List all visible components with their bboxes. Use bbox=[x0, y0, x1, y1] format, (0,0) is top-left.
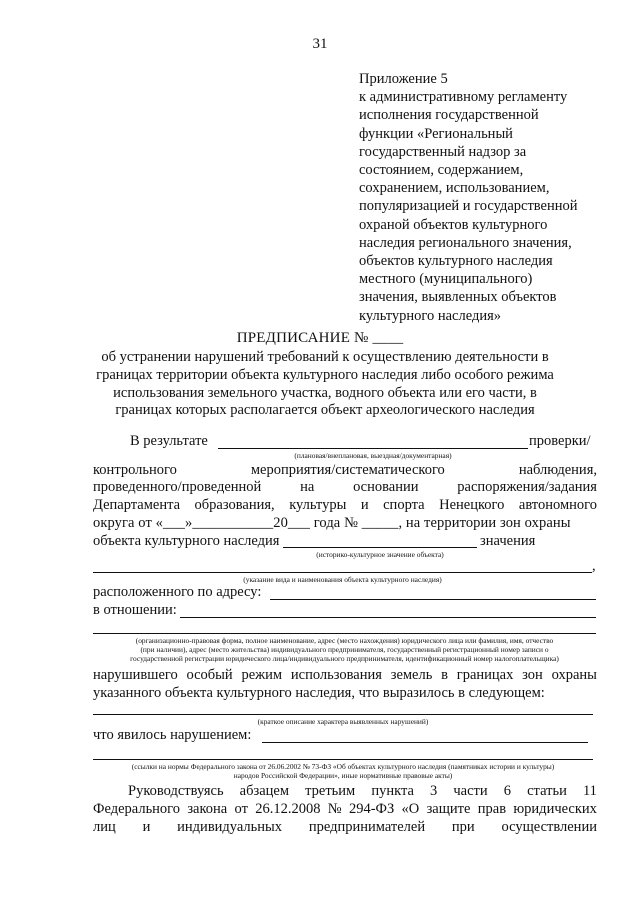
appendix-line: местного (муниципального) bbox=[359, 271, 533, 288]
word: автономного bbox=[518, 497, 597, 513]
word: в bbox=[441, 667, 448, 683]
organization-field[interactable] bbox=[93, 633, 596, 634]
word: Департамента bbox=[93, 497, 181, 513]
word: № bbox=[327, 801, 342, 817]
word: 6 bbox=[503, 783, 512, 799]
hint-check-type: (плановая/внеплановая, выездная/документарная) bbox=[294, 451, 452, 460]
word: прав bbox=[477, 801, 507, 817]
word: пункта bbox=[371, 783, 414, 799]
appendix-line: к административному регламенту bbox=[359, 89, 568, 106]
hint-org-2: (при наличии), адрес (место жительства) индивидуального предпринимателя, государственный регистрационный номер записи о bbox=[140, 645, 549, 654]
word: закона bbox=[187, 801, 228, 817]
significance-field[interactable] bbox=[283, 547, 477, 548]
word: предпринимателей bbox=[308, 819, 426, 835]
appendix-line: состоянием, содержанием, bbox=[359, 162, 524, 179]
word: осуществлении bbox=[501, 819, 597, 835]
regarding-label: в отношении: bbox=[93, 602, 177, 618]
word: нарушившего bbox=[93, 667, 178, 683]
appendix-line: популяризацией и государственной bbox=[359, 198, 578, 215]
appendix-line: сохранением, использованием, bbox=[359, 180, 550, 197]
hint-object: (указание вида и наименования объекта культурного наследия) bbox=[243, 575, 442, 584]
significance-suffix: значения bbox=[480, 533, 536, 549]
word: мероприятия/систематического bbox=[250, 462, 445, 478]
date-number-row[interactable]: округа от «___»___________20___ года № _____, на территории зон охраны bbox=[93, 515, 571, 531]
address-field[interactable] bbox=[270, 599, 596, 600]
word: 11 bbox=[582, 783, 597, 799]
subtitle-line: об устранении нарушений требований к осуществлению деятельности в bbox=[101, 349, 549, 365]
word: распоряжения/задания bbox=[457, 479, 597, 495]
word: защите bbox=[426, 801, 471, 817]
word: зон bbox=[522, 667, 543, 683]
violation-description-field[interactable] bbox=[93, 714, 593, 715]
appendix-line: государственный надзор за bbox=[359, 143, 527, 160]
word: Ненецкого bbox=[439, 497, 505, 513]
word: особый bbox=[186, 667, 233, 683]
appendix-line: наследия регионального значения, bbox=[359, 234, 572, 251]
subtitle-line: границах которых располагается объект археологического наследия bbox=[115, 402, 535, 419]
word: индивидуальных bbox=[177, 819, 283, 835]
guided-row-1 bbox=[128, 783, 597, 800]
word: и bbox=[142, 819, 151, 835]
word: статьи bbox=[527, 783, 567, 799]
word: 26.12.2008 bbox=[255, 801, 321, 817]
object-name-field[interactable] bbox=[93, 572, 592, 573]
appendix-line: функции «Региональный bbox=[359, 125, 513, 142]
word: абзацем bbox=[239, 783, 290, 799]
document-subtitle bbox=[60, 349, 590, 420]
word: на bbox=[300, 479, 315, 495]
check-type-field[interactable] bbox=[218, 448, 528, 449]
violation-row-2: указанного объекта культурного наследия, что выразилось в следующем: bbox=[93, 685, 545, 701]
text-row-3 bbox=[93, 479, 597, 496]
hint-org-1: (организационно-правовая форма, полное наименование, адрес (место нахождения) юридического лица или фамилия, имя, отчество bbox=[135, 636, 554, 645]
address-label: расположенного по адресу: bbox=[93, 584, 262, 600]
word: спорта bbox=[383, 497, 425, 513]
appendix-line: охраной объектов культурного bbox=[359, 216, 548, 233]
subtitle-line: границах территории объекта культурного наследия либо особого режима bbox=[96, 366, 554, 383]
word: при bbox=[451, 819, 475, 835]
document-title: ПРЕДПИСАНИЕ № ____ bbox=[236, 330, 404, 346]
was-violation-field[interactable] bbox=[262, 742, 588, 743]
word: Руководствуясь bbox=[128, 783, 224, 799]
word: проведенного/проведенной bbox=[93, 479, 262, 495]
word: образования, bbox=[194, 497, 275, 513]
appendix-line: культурного наследия» bbox=[359, 307, 502, 324]
word: режим bbox=[241, 667, 283, 683]
word: «О bbox=[401, 801, 420, 817]
text-row-2 bbox=[93, 462, 597, 479]
guided-row-2 bbox=[93, 801, 597, 818]
word: использования bbox=[290, 667, 382, 683]
word: охраны bbox=[551, 667, 597, 683]
word: лиц bbox=[93, 819, 116, 835]
word: третьим bbox=[305, 783, 356, 799]
word: 294-ФЗ bbox=[348, 801, 395, 817]
hint-law-2: народов Российской Федерации», иные нормативные правовые акты) bbox=[233, 771, 453, 780]
regarding-field[interactable] bbox=[180, 617, 596, 618]
word: основании bbox=[353, 479, 419, 495]
word: от bbox=[234, 801, 248, 817]
word: 3 bbox=[430, 783, 438, 799]
word: части bbox=[453, 783, 488, 799]
violation-row-1 bbox=[93, 667, 597, 684]
law-reference-field[interactable] bbox=[93, 759, 593, 760]
word: культуры bbox=[289, 497, 347, 513]
comma: , bbox=[592, 558, 596, 574]
guided-row-3 bbox=[93, 819, 597, 836]
result-label: В результате bbox=[130, 433, 208, 449]
appendix-line: объектов культурного наследия bbox=[359, 253, 553, 270]
check-label: проверки/ bbox=[529, 433, 591, 449]
hint-org-3: государственной регистрации юридического лица/индивидуального предпринимателя, идентификационный номер налогоплательщика) bbox=[130, 654, 559, 663]
word: контрольного bbox=[93, 462, 177, 478]
text-row-4 bbox=[93, 497, 597, 514]
hint-violation: (краткое описание характера выявленных нарушений) bbox=[257, 717, 429, 726]
word: земель bbox=[390, 667, 433, 683]
word: Федерального bbox=[93, 801, 181, 817]
word: границах bbox=[456, 667, 514, 683]
appendix-line: исполнения государственной bbox=[359, 107, 539, 124]
word: и bbox=[360, 497, 369, 513]
appendix-line: Приложение 5 bbox=[359, 71, 448, 87]
subtitle-line: использования земельного участка, водного объекта или его части, в bbox=[113, 384, 537, 401]
appendix-line: значения, выявленных объектов bbox=[359, 289, 557, 306]
appendix-header bbox=[359, 70, 578, 325]
hint-law-1: (ссылки на нормы Федерального закона от 26.06.2002 № 73-ФЗ «Об объектах культурного наследия (памятниках истории и культуры) bbox=[131, 762, 555, 771]
was-violation-label: что явилось нарушением: bbox=[93, 727, 252, 743]
word: юридических bbox=[513, 801, 597, 817]
object-label: объекта культурного наследия bbox=[93, 533, 280, 549]
word: наблюдения, bbox=[518, 462, 597, 478]
hint-significance: (историко-культурное значение объекта) bbox=[316, 550, 444, 559]
page-number: 31 bbox=[312, 36, 328, 52]
